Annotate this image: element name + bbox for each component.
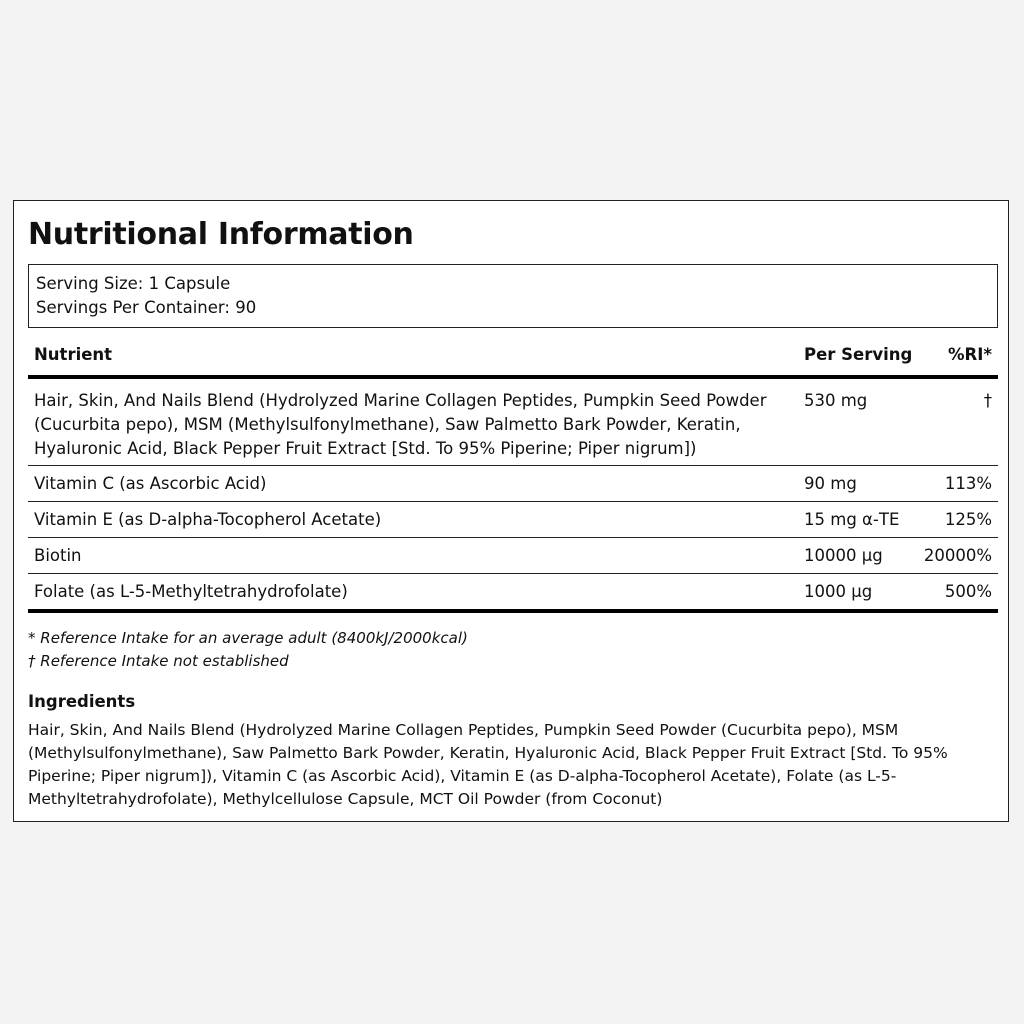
table-row (28, 466, 998, 502)
nutrient-per-serving: 1000 µg (798, 574, 908, 612)
serving-size: Serving Size: 1 Capsule (36, 274, 231, 293)
nutrient-name: Vitamin C (as Ascorbic Acid) (28, 466, 798, 502)
header-ri: %RI* (908, 339, 998, 377)
nutrition-panel (13, 200, 1009, 822)
footnote-reference-intake: * Reference Intake for an average adult (8400kJ/2000kcal) (28, 629, 468, 647)
footnote-not-established: † Reference Intake not established (28, 652, 289, 670)
table-header-row (28, 339, 998, 377)
nutrient-ri: † (908, 377, 998, 466)
table-row (28, 574, 998, 612)
ingredients-text: Hair, Skin, And Nails Blend (Hydrolyzed Marine Collagen Peptides, Pumpkin Seed Powder (Cucurbita pepo), MSM (Methylsulfonylmethane), Saw Palmetto Bark Powder, Keratin, Hyaluronic Acid, Black Pepper Fruit Extract [Std. To 95% Piperine; Piper nigrum]), Vitamin C (as Ascorbic Acid), Vitamin E (as D-alpha-Tocopherol Acetate), Folate (as L-5-Methyltetrahydrofolate), Methylcellulose Capsule, MCT Oil Powder (from Coconut) (28, 721, 948, 808)
nutrient-ri: 500% (908, 574, 998, 612)
header-nutrient: Nutrient (28, 339, 798, 377)
nutrient-ri: 113% (908, 466, 998, 502)
table-row (28, 502, 998, 538)
nutrient-name: Biotin (28, 538, 798, 574)
nutrient-name: Hair, Skin, And Nails Blend (Hydrolyzed Marine Collagen Peptides, Pumpkin Seed Powder (Cucurbita pepo), MSM (Methylsulfonylmethane), Saw Palmetto Bark Powder, Keratin, Hyaluronic Acid, Black Pepper Fruit Extract [Std. To 95% Piperine; Piper nigrum]) (28, 377, 798, 466)
ingredients-heading: Ingredients (28, 692, 136, 711)
serving-info-box (28, 264, 998, 328)
table-row (28, 377, 998, 466)
nutrient-per-serving: 10000 µg (798, 538, 908, 574)
nutrient-ri: 20000% (908, 538, 998, 574)
servings-per-container: Servings Per Container: 90 (36, 298, 257, 317)
panel-title: Nutritional Information (28, 217, 414, 252)
nutrient-per-serving: 90 mg (798, 466, 908, 502)
table-row (28, 538, 998, 574)
nutrient-name: Folate (as L-5-Methyltetrahydrofolate) (28, 574, 798, 612)
nutrient-table (28, 339, 998, 613)
nutrient-per-serving: 530 mg (798, 377, 908, 466)
nutrient-name: Vitamin E (as D-alpha-Tocopherol Acetate) (28, 502, 798, 538)
nutrient-ri: 125% (908, 502, 998, 538)
footnotes (28, 627, 468, 673)
nutrient-per-serving: 15 mg α-TE (798, 502, 908, 538)
header-per-serving: Per Serving (798, 339, 908, 377)
